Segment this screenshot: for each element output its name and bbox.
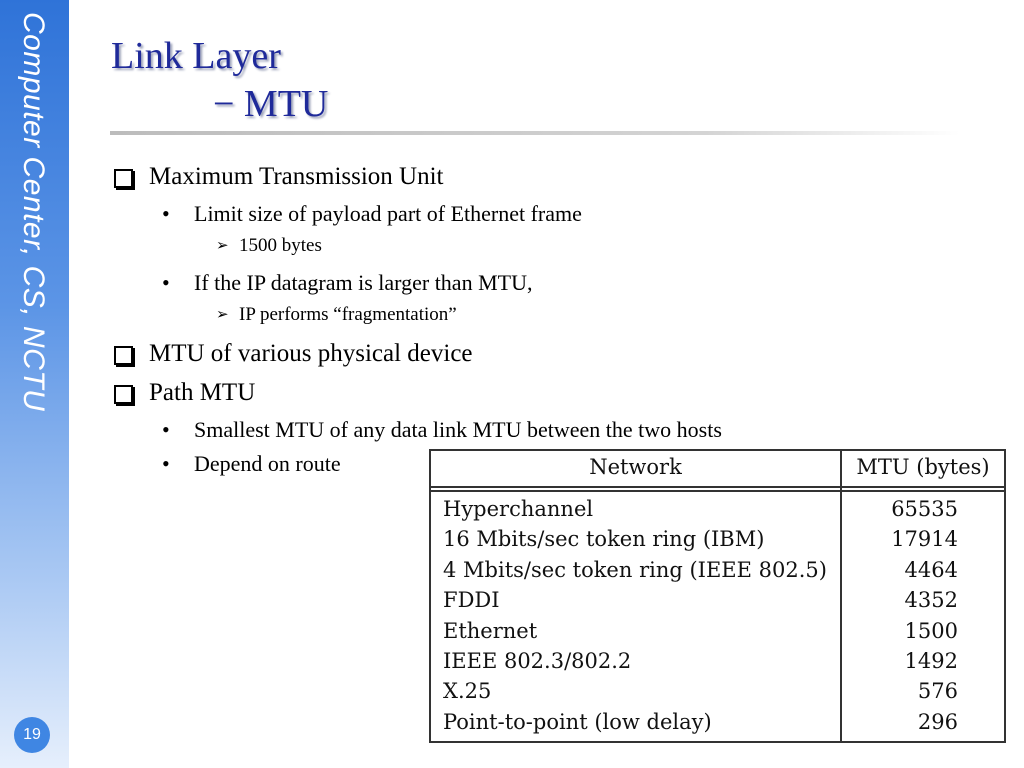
network-cell: FDDI	[443, 588, 500, 613]
table-row	[431, 677, 1004, 707]
network-cell: 4 Mbits/sec token ring (IEEE 802.5)	[443, 557, 827, 582]
checkbox-bullet-icon	[114, 169, 133, 188]
table-row	[431, 495, 1004, 525]
table-row	[431, 586, 1004, 616]
sub-bullet-payload-limit	[112, 199, 1012, 229]
dot-bullet-icon: •	[162, 201, 170, 226]
network-cell: Ethernet	[443, 618, 538, 643]
checkbox-bullet-icon	[114, 385, 133, 404]
header-rule	[431, 490, 1004, 492]
table-row	[431, 647, 1004, 677]
sidebar-banner	[0, 0, 69, 768]
mtu-cell: 65535	[891, 497, 958, 521]
bullet-text: Smallest MTU of any data link MTU between the two hosts	[194, 417, 722, 442]
mtu-cell: 4352	[904, 588, 958, 613]
bullet-text: Maximum Transmission Unit	[149, 163, 444, 190]
table-body	[431, 495, 1004, 738]
slide-title-line2: − MTU	[213, 83, 329, 125]
sidebar-label: Computer Center, CS, NCTU	[17, 12, 50, 412]
slide-title	[111, 34, 328, 126]
bullet-text: MTU of various physical device	[149, 340, 473, 367]
bullet-mtu-definition	[112, 160, 1012, 194]
header-mtu: MTU (bytes)	[856, 455, 990, 479]
bullet-text: If the IP datagram is larger than MTU,	[194, 270, 533, 295]
mtu-table	[429, 449, 1006, 743]
sub-bullet-smallest-mtu	[112, 415, 1012, 445]
network-cell: 16 Mbits/sec token ring (IBM)	[443, 527, 765, 552]
bullet-mtu-physical-device	[112, 337, 1012, 371]
bullet-text: Path MTU	[149, 379, 256, 406]
dot-bullet-icon: •	[162, 417, 170, 442]
header-rule	[431, 486, 1004, 488]
mtu-cell: 1500	[904, 618, 958, 643]
sub-sub-bullet-fragmentation	[112, 302, 1012, 328]
table-row	[431, 556, 1004, 586]
mtu-cell: 1492	[904, 648, 958, 673]
dot-bullet-icon: •	[162, 451, 170, 476]
bullet-path-mtu	[112, 376, 1012, 410]
dot-bullet-icon: •	[162, 270, 170, 295]
mtu-cell: 17914	[891, 527, 958, 552]
table-header-row	[431, 451, 1004, 487]
mtu-cell: 4464	[904, 557, 958, 582]
header-network: Network	[589, 455, 682, 479]
bullet-text: Depend on route	[194, 451, 341, 476]
sub-sub-bullet-1500-bytes	[112, 233, 1012, 259]
slide-content	[112, 160, 1012, 483]
mtu-cell: 576	[917, 679, 958, 704]
title-divider	[110, 131, 960, 135]
bullet-text: IP performs “fragmentation”	[239, 304, 457, 325]
network-cell: X.25	[443, 679, 492, 704]
network-cell: IEEE 802.3/802.2	[443, 648, 632, 673]
bullet-text: Limit size of payload part of Ethernet frame	[194, 201, 582, 226]
arrow-bullet-icon: ➢	[216, 307, 229, 323]
network-cell: Point-to-point (low delay)	[443, 709, 712, 734]
table-row	[431, 708, 1004, 738]
table-row	[431, 617, 1004, 647]
sub-bullet-larger-than-mtu	[112, 268, 1012, 298]
slide-title-line1: Link Layer	[111, 35, 281, 77]
bullet-text: 1500 bytes	[239, 235, 322, 256]
network-cell: Hyperchannel	[443, 497, 594, 521]
table-row	[431, 525, 1004, 555]
arrow-bullet-icon: ➢	[216, 238, 229, 254]
mtu-cell: 296	[917, 709, 958, 734]
checkbox-bullet-icon	[114, 346, 133, 365]
page-number-badge: 19	[14, 717, 50, 753]
